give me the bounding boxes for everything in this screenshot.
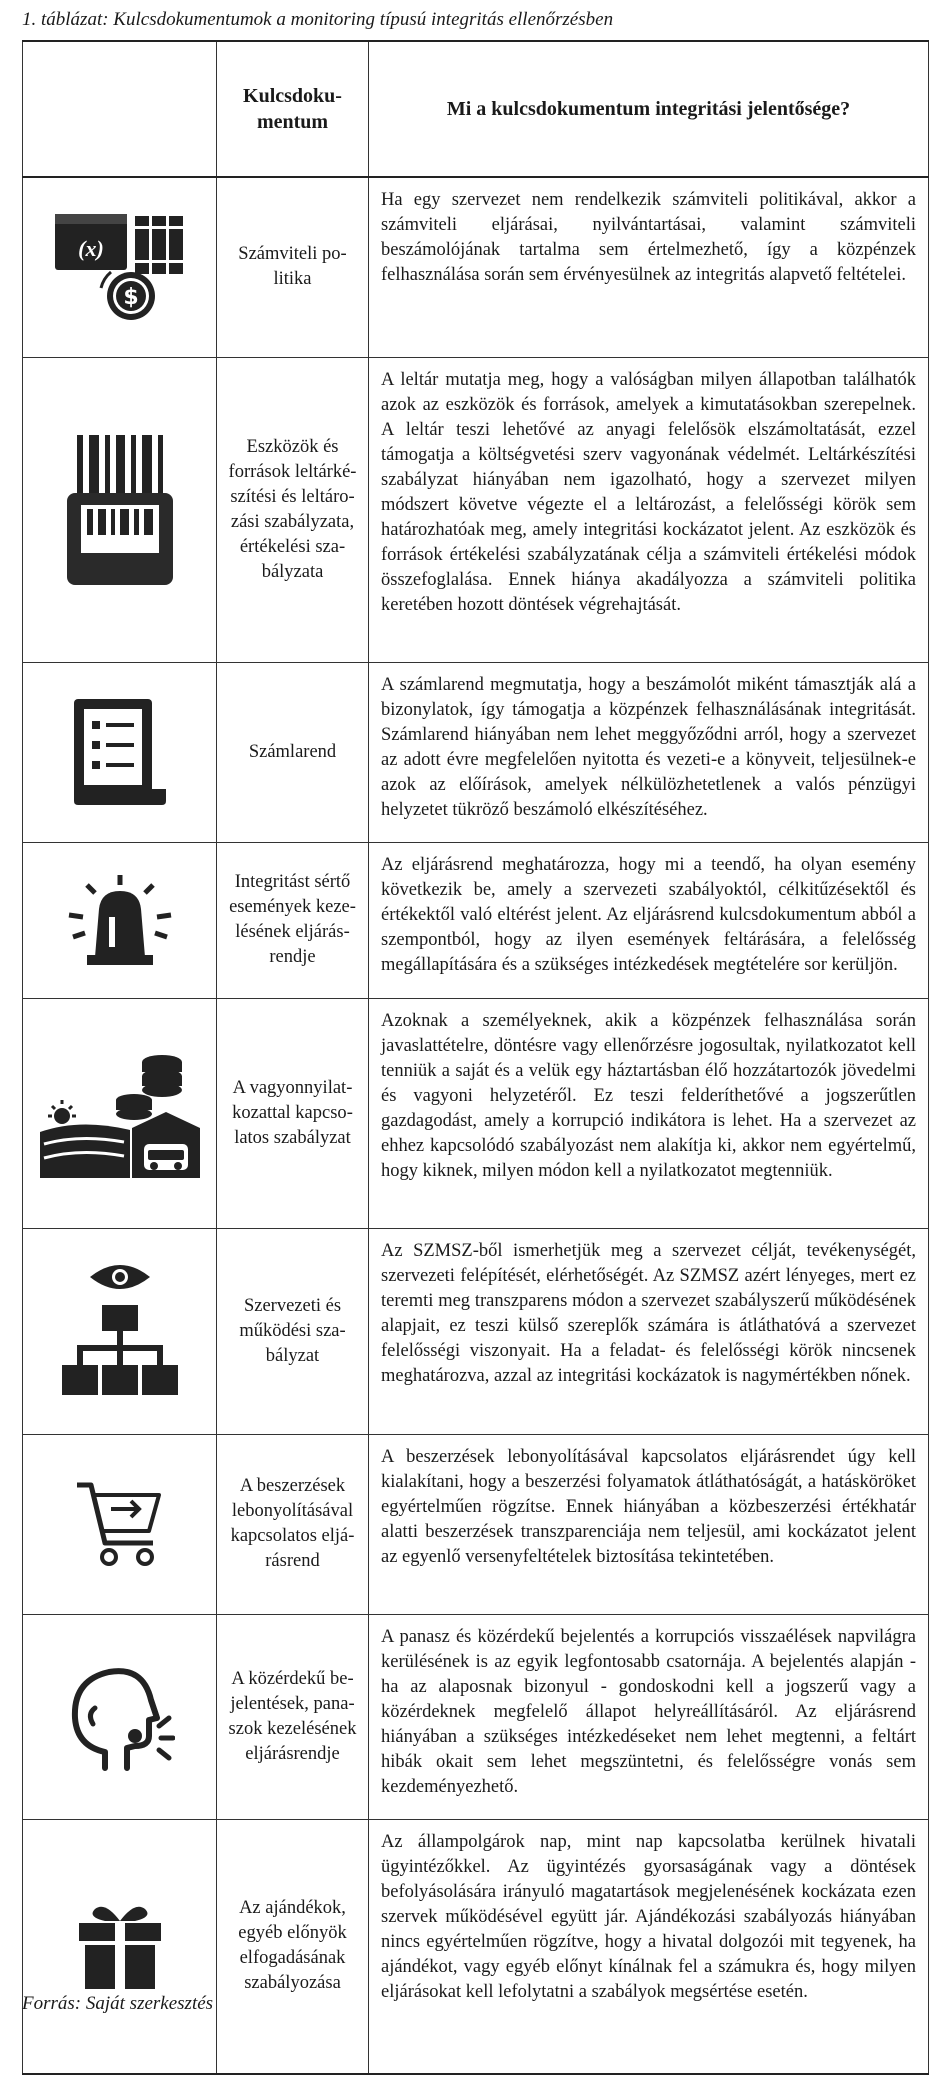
header-document-column: Kulcsdokumentum bbox=[217, 41, 369, 177]
ledger-document-icon bbox=[70, 697, 170, 807]
key-documents-table bbox=[22, 40, 929, 2075]
barcode-scanner-icon bbox=[65, 435, 175, 585]
document-significance: A leltár mutatja meg, hogy a valóságban milyen állapotban találhatók azok az eszközök és források, amelyek a kimutatásokban szerepelnek. A leltár teszi lehetővé az anyagi felelősök elszámoltatását, ezzel támogatja a költségvetési szerv vagyonának védelmét. Leltárkészítési szabályzat hiányában nem igazolható, hogy a szervezet milyen módszert követve végezte el a leltározást, a felelősségi körök sem határozhatóak meg, amely integritási kockázatot jelent. Az eszközök és források értékelési szabályzatának célja a számviteli értékelési módok összefoglalása. Ennek hiánya akadályozza a számviteli politika keretében hozott döntések végrehajtását. bbox=[369, 357, 929, 662]
alarm-siren-icon bbox=[65, 875, 175, 965]
document-name: A közérdekű bejelentések, panaszok kezelésének eljárásrendje bbox=[217, 1614, 369, 1819]
document-name: Számviteli politika bbox=[217, 177, 369, 357]
table-row bbox=[23, 1614, 929, 1819]
shopping-cart-icon bbox=[75, 1479, 165, 1569]
svg-text:$: $ bbox=[122, 285, 139, 311]
accounting-policy-icon bbox=[51, 208, 189, 326]
table-row bbox=[23, 662, 929, 842]
document-significance: A panasz és közérdekű bejelentés a korrupciós visszaélések napvilágra kerülésének is az egyik legfontosabb csatornája. A bejelentés alapján - ha az alaposnak bizonyul - gondoskodni kell a jogszerű vagy a közérdeknek megfelelő állapot helyreállításáról. Az eljárásrend hiányában a szükséges intézkedéseket nem lehet megtenni, a feltárt hibák okait sem lehet megszüntetni, és felelősségre vonás sem kezdeményezhető. bbox=[369, 1614, 929, 1819]
icon-cell bbox=[23, 177, 217, 357]
header-significance-column: Mi a kulcsdokumentum integritási jelentősége? bbox=[369, 41, 929, 177]
icon-cell bbox=[23, 1228, 217, 1434]
icon-cell bbox=[23, 842, 217, 998]
gift-icon bbox=[75, 1903, 165, 1989]
wealth-assets-icon bbox=[40, 1048, 200, 1178]
table-row bbox=[23, 177, 929, 357]
table-row bbox=[23, 357, 929, 662]
table-row bbox=[23, 1228, 929, 1434]
document-name: Számlarend bbox=[217, 662, 369, 842]
document-significance: Azoknak a személyeknek, akik a közpénzek felhasználása során javaslattételre, döntésre vagy ellenőrzésre jogosultak, nyilatkozatot kell tenniük a saját és a velük egy háztartásban élő hozzátartozók jövedelmi és vagyoni helyzetéről. Ez teszi felderíthetővé a jogszerűtlen gazdagodást, amely a korrupció indikátora is lehet. Ha a szervezet az ehhez kapcsolódó szabályozást nem alakítja ki, akkor nem egyértelmű, hogy kiknek, milyen módon kell a nyilatkozatot megtenniük. bbox=[369, 998, 929, 1228]
icon-cell bbox=[23, 1819, 217, 2074]
document-name: A vagyonnyilatkozattal kapcsolatos szabályzat bbox=[217, 998, 369, 1228]
table-row bbox=[23, 998, 929, 1228]
document-name: Integritást sértő események kezelésének eljárásrendje bbox=[217, 842, 369, 998]
icon-cell bbox=[23, 662, 217, 842]
document-name: Eszközök és források leltárkészítési és leltározási szabályzata, értékelési szabályzata bbox=[217, 357, 369, 662]
document-significance: Az SZMSZ-ből ismerhetjük meg a szervezet célját, tevékenységét, szervezeti felépítését, elérhetőségét. Az SZMSZ azért lényeges, mert ez teremti meg transzparens módon a szervezet szabályszerű működésének alapjait, ez teszi külső szereplők számára is átláthatóvá a szervezet felelősségi viszonyait. Ha a feladat- és felelősségi körök nincsenek meghatározva, azzal az integritási kockázatok is nagymértékben nőnek. bbox=[369, 1228, 929, 1434]
table-source-note: Forrás: Saját szerkesztés bbox=[22, 1993, 214, 2014]
document-significance: A beszerzések lebonyolításával kapcsolatos eljárásrendet úgy kell kialakítani, hogy a beszerzési folyamatok átláthatóságát, a hatásköröket egyértelműen rögzítse. Ennek hiányában a közbeszerzési értékhatár alatti beszerzések transzparenciája nem teljesül, ami kockázatot jelent az egyenlő versenyfeltételek biztosítása tekintetében. bbox=[369, 1434, 929, 1614]
document-name: Az ajándékok, egyéb előnyök elfogadásának szabályozása bbox=[217, 1819, 369, 2074]
document-name: Szervezeti és működési szabályzat bbox=[217, 1228, 369, 1434]
table-caption: 1. táblázat: Kulcsdokumentumok a monitoring típusú integritás ellenőrzésben bbox=[22, 9, 614, 30]
table-row bbox=[23, 1819, 929, 2074]
document-significance: Ha egy szervezet nem rendelkezik számviteli politikával, akkor a számviteli eljárásai, nyilvántartásai, valamint számviteli beszámolójának tartalma sem értelmezhető, így a közpénzek felhasználása során sem érvényesülnek az integritás alapvető feltételei. bbox=[369, 177, 929, 357]
icon-cell bbox=[23, 998, 217, 1228]
table-header-row bbox=[23, 41, 929, 177]
whistleblower-icon bbox=[65, 1662, 175, 1772]
icon-cell bbox=[23, 357, 217, 662]
document-significance: A számlarend megmutatja, hogy a beszámolót miként támasztják alá a bizonylatok, így támogatja a közpénzek felhasználásának integritását. Számlarend hiányában nem lehet meggyőződni arról, hogy a szervezet az adott évre megfelelően nyitotta és vezeti-e a könyveit, teljesülnek-e azok az előírások, amelyek nélkülözhetetlenek a valós pénzügyi helyzetet tükröző beszámoló elkészítéséhez. bbox=[369, 662, 929, 842]
document-significance: Az eljárásrend meghatározza, hogy mi a teendő, ha olyan esemény következik be, amely a szervezeti szabályoktól, célkitűzésektől és értékektől való eltérést jelent. Az eljárásrend kulcsdokumentum abból a szempontból, hogy az ilyen események feltárására, a felelősség megállapítására és a szükséges intézkedések megtételére sor kerüljön. bbox=[369, 842, 929, 998]
icon-cell bbox=[23, 1614, 217, 1819]
table-row bbox=[23, 1434, 929, 1614]
document-name: A beszerzések lebonyolításával kapcsolatos eljárásrend bbox=[217, 1434, 369, 1614]
table-row bbox=[23, 842, 929, 998]
formula-text: (x) bbox=[77, 236, 104, 262]
icon-cell bbox=[23, 1434, 217, 1614]
document-significance: Az állampolgárok nap, mint nap kapcsolatba kerülnek hivatali ügyintézőkkel. Az ügyintézés gyorsaságának vagy a döntések befolyásolására irányuló magatartások megjelenésének kockázata ezen szervek működésével együtt jár. Ajándékozási szabályozás hiányában nincs egyértelműen rögzítve, hogy a hivatal dolgozói mit tegyenek, ha ajándékot, vagy egyéb előnyt kínálnak fel a számukra és, hogy milyen eljárásokat kell lefolytatni a szabályok megsértése esetén. bbox=[369, 1819, 929, 2074]
header-icon-column bbox=[23, 41, 217, 177]
org-chart-eye-icon bbox=[60, 1261, 180, 1401]
